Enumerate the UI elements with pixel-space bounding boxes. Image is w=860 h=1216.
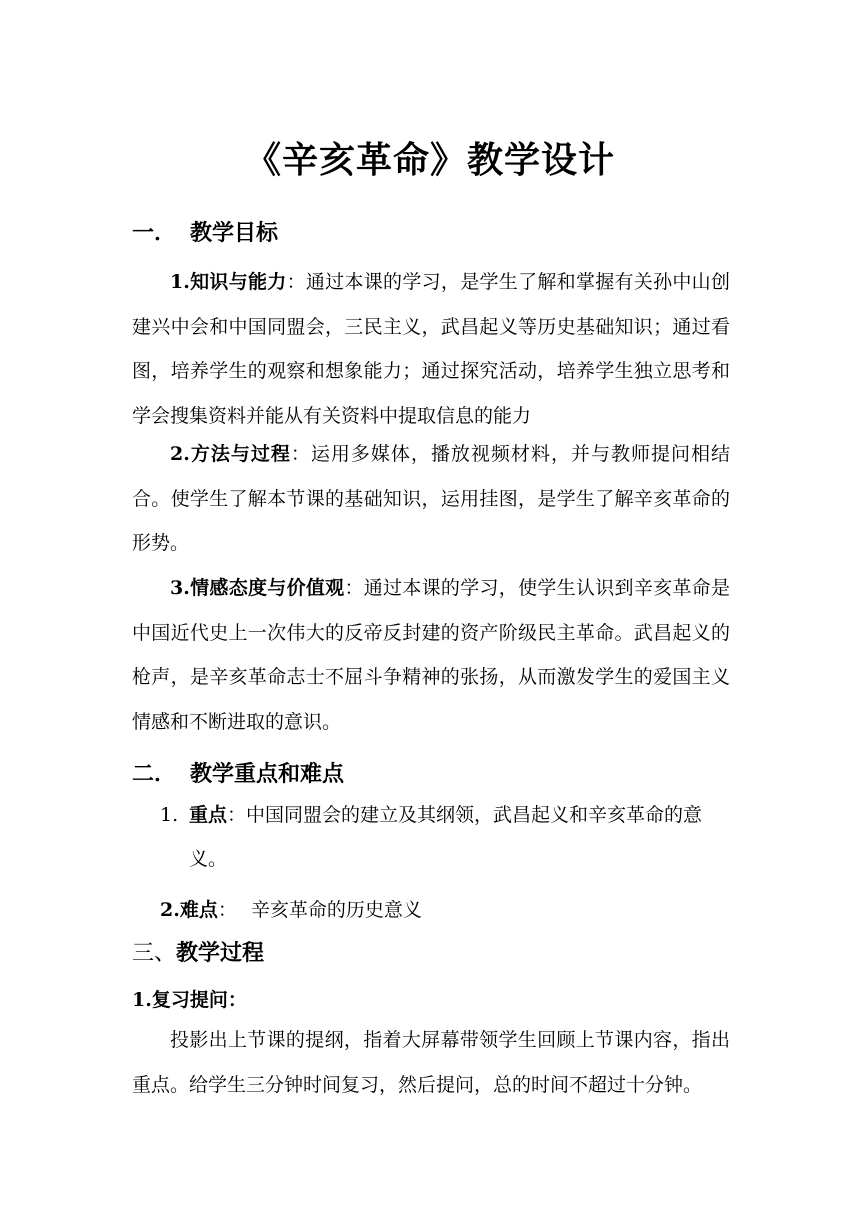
objective-method-paragraph [132, 432, 730, 566]
objective-knowledge-separator: ： [286, 271, 306, 293]
section-2-title: 教学重点和难点 [190, 761, 345, 787]
section-3-heading [132, 936, 264, 967]
section-3-title: 教学过程 [176, 940, 265, 966]
difficulty-label: 2.难点 [160, 899, 218, 921]
difficulty-text: 辛亥革命的历史意义 [250, 899, 422, 921]
review-subheading [132, 985, 247, 1012]
section-1-heading [132, 216, 278, 247]
difficulty-line [160, 895, 422, 922]
key-point-marker: 1. [160, 804, 179, 826]
review-label: 1.复习提问： [132, 989, 247, 1011]
objective-method-separator: ： [290, 443, 311, 465]
difficulty-separator: ： [217, 899, 237, 921]
review-paragraph: 投影出上节课的提纲，指着大屏幕带领学生回顾上节课内容，指出重点。给学生三分钟时间复习，然后提问，总的时间不超过十分钟。 [132, 1029, 730, 1096]
objective-emotion-text: 通过本课的学习，使学生认识到辛亥革命是中国近代史上一次伟大的反帝反封建的资产阶级民主革命。武昌起义的枪声，是辛亥革命志士不屈斗争精神的张扬，从而激发学生的爱国主义情感和不断进取的意识。 [132, 577, 730, 733]
key-point-label: 重点 [189, 804, 228, 826]
objective-knowledge-label: 1.知识与能力 [170, 271, 287, 293]
objective-knowledge-text: 通过本课的学习，是学生了解和掌握有关孙中山创建兴中会和中国同盟会，三民主义，武昌起义等历史基础知识；通过看图，培养学生的观察和想象能力；通过探究活动，培养学生独立思考和学会搜集资料并能从有关资料中提取信息的能力 [132, 271, 730, 427]
key-point-text: 中国同盟会的建立及其纲领，武昌起义和辛亥革命的意义。 [189, 804, 703, 870]
section-2-number: 二． [132, 761, 177, 787]
document-title: 《辛亥革命》教学设计 [244, 139, 615, 181]
section-3-prefix: 三、 [132, 941, 177, 966]
objective-emotion-paragraph [132, 566, 730, 744]
section-2-heading [132, 757, 344, 788]
objective-method-text: 运用多媒体，播放视频材料，并与教师提问相结合。使学生了解本节课的基础知识，运用挂图，是学生了解辛亥革命的形势。 [132, 443, 730, 554]
key-point-separator: ： [227, 804, 247, 826]
objective-emotion-separator: ： [344, 577, 364, 599]
objective-knowledge-paragraph [132, 260, 730, 438]
section-1-title: 教学目标 [190, 220, 279, 246]
section-1-number: 一． [132, 220, 177, 246]
objective-emotion-label: 3.情感态度与价值观 [170, 577, 345, 599]
objective-method-label: 2.方法与过程 [170, 443, 291, 465]
key-point-item [132, 793, 730, 881]
